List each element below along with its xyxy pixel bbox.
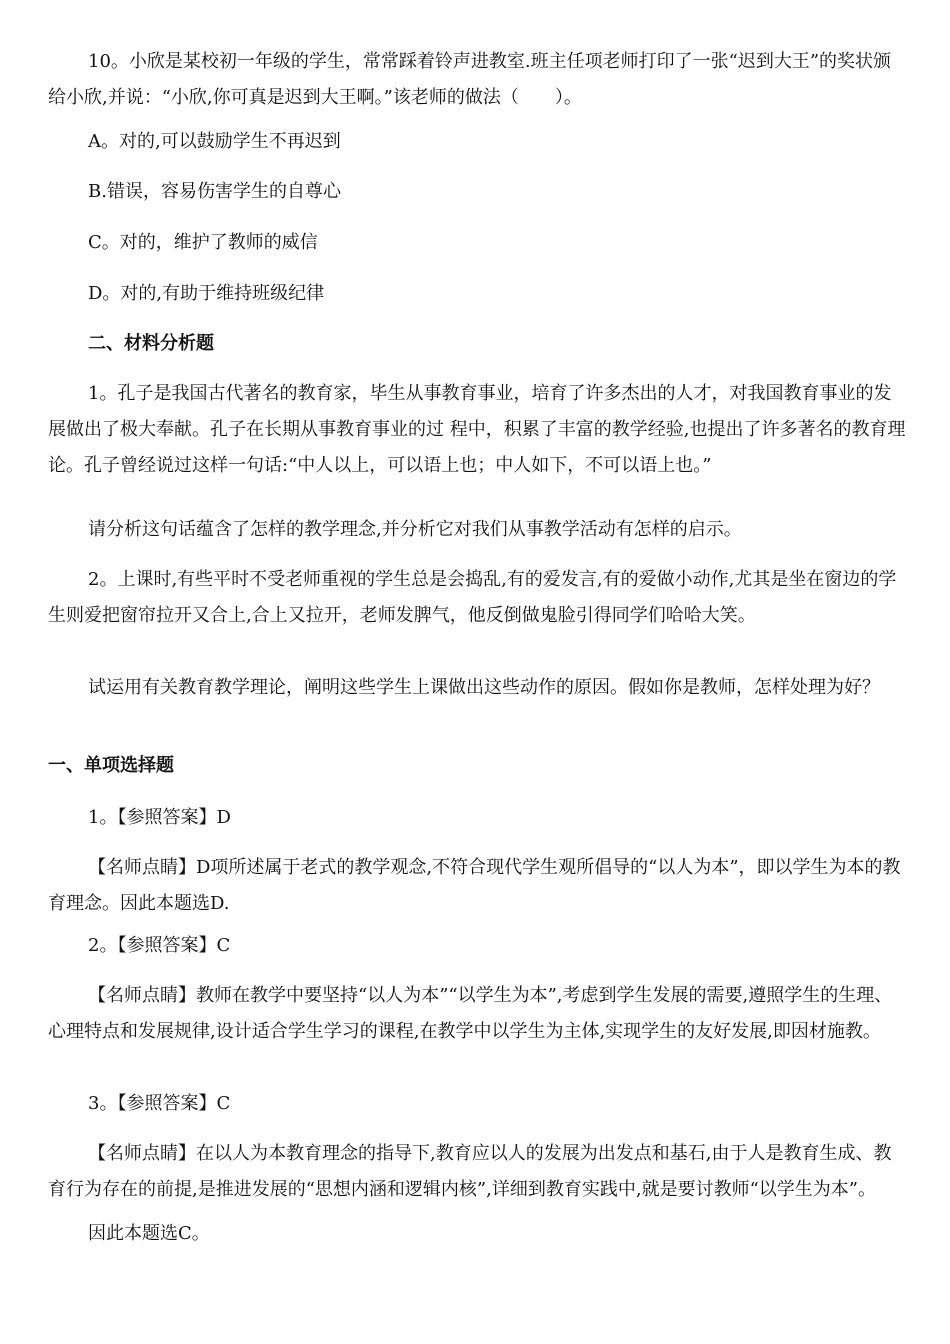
section-heading-material-analysis: 二、材料分析题 — [88, 333, 214, 354]
answer-2-explanation: 【名师点睛】教师在教学中要坚持“以人为本”“以学生为本”,考虑到学生发展的需要,遵照学生的生理、心理特点和发展规律,设计适合学生学习的课程,在教学中以学生为主体,实现学生的友好发展,即因材施教。 — [48, 985, 893, 1042]
answer-3-conclusion: 因此本题选C。 — [88, 1223, 210, 1244]
material-question-2-text: 2。上课时,有些平时不受老师重视的学生总是会捣乱,有的爱发言,有的爱做小动作,尤其是坐在窗边的学生则爱把窗帘拉开又合上,合上又拉开，老师发脾气，他反倒做鬼脸引得同学们哈哈大笑。 — [48, 569, 897, 626]
material-question-1-prompt: 请分析这句话蕴含了怎样的教学理念,并分析它对我们从事教学活动有怎样的启示。 — [88, 519, 742, 540]
answer-1-explanation: 【名师点睛】D项所述属于老式的教学观念,不符合现代学生观所倡导的“以人为本”，即以学生为本的教育理念。因此本题选D. — [48, 857, 901, 914]
answer-3-explanation: 【名师点睛】在以人为本教育理念的指导下,教育应以人的发展为出发点和基石,由于人是教育生成、教育行为存在的前提,是推进发展的“思想内涵和逻辑内核”,详细到教育实践中,就是要讨教师“以学生为本”。 — [48, 1143, 892, 1200]
option-a: A。对的,可以鼓励学生不再迟到 — [88, 131, 341, 152]
material-question-2-prompt: 试运用有关教育教学理论，阐明这些学生上课做出这些动作的原因。假如你是教师，怎样处理为好？ — [88, 677, 880, 698]
answer-1: 1。【参照答案】D — [88, 807, 231, 828]
question-10-text: 10。小欣是某校初一年级的学生，常常踩着铃声进教室.班主任项老师打印了一张“迟到大王”的奖状颁给小欣,并说：“小欣,你可真是迟到大王啊。”该老师的做法（ ）。 — [48, 51, 892, 108]
material-question-1-text: 1。孔子是我国古代著名的教育家，毕生从事教育事业，培育了许多杰出的人才，对我国教育事业的发展做出了极大奉献。孔子在长期从事教育事业的过 程中，积累了丰富的教学经验,也提出了许多著名的教育理论。孔子曾经说过这样一句话:“中人以上，可以语上也；中人如下，不可以语上也。” — [48, 383, 906, 476]
answer-2: 2。【参照答案】C — [88, 935, 231, 956]
answer-3: 3。【参照答案】C — [88, 1093, 231, 1114]
option-c: C。对的，维护了教师的威信 — [88, 232, 318, 253]
option-d: D。对的,有助于维持班级纪律 — [88, 283, 325, 304]
section-heading-answers: 一、单项选择题 — [48, 755, 174, 776]
option-b: B.错误，容易伤害学生的自尊心 — [88, 181, 341, 202]
